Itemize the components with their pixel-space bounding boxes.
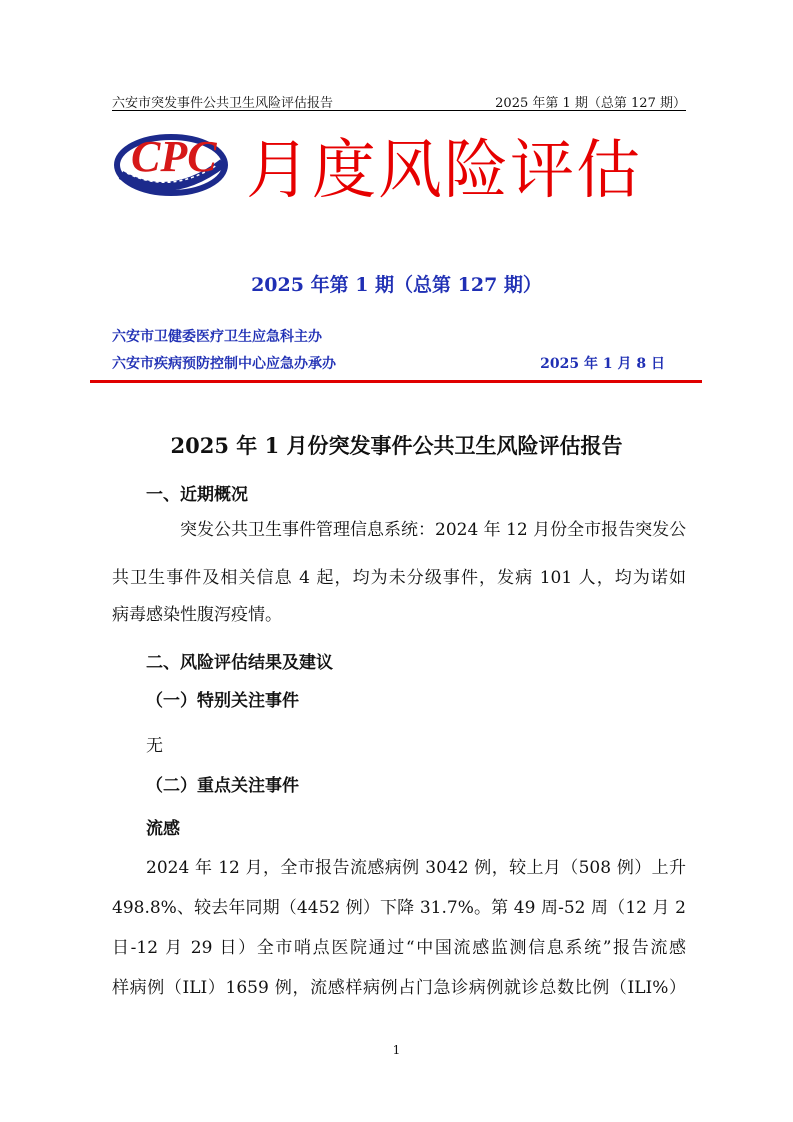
overview-line: 突发公共卫生事件管理信息系统：2024 年 12 月份全市报告突发公 [180,520,687,540]
overview-line: 共卫生事件及相关信息 4 起，均为未分级事件，发病 101 人，均为诺如 [112,568,686,588]
flu-line: 498.8%、较去年同期（4452 例）下降 31.7%。第 49 周-52 周（12 月 2 [112,898,686,918]
running-header-title: 六安市突发事件公共卫生风险评估报告 [112,96,334,111]
organizer: 六安市卫健委医疗卫生应急科主办 [112,329,322,345]
issue-number: 2025 年第 1 期（总第 127 期） [251,274,542,296]
section-heading-assessment: 二、风险评估结果及建议 [146,653,333,673]
running-header-issue: 2025 年第 1 期（总第 127 期） [495,96,686,111]
red-divider [90,380,702,383]
publication-date: 2025 年 1 月 8 日 [540,356,665,372]
subsection-heading-special: （一）特别关注事件 [146,691,299,711]
page-number: 1 [392,1043,401,1057]
section-heading-overview: 一、近期概况 [146,485,248,505]
co-organizer: 六安市疾病预防控制中心应急办承办 [112,356,336,372]
masthead-title: 月度风险评估 [246,134,642,208]
flu-line: 2024 年 12 月，全市报告流感病例 3042 例，较上月（508 例）上升 [146,858,686,878]
flu-heading: 流感 [146,819,180,839]
report-title: 2025 年 1 月份突发事件公共卫生风险评估报告 [170,433,623,458]
running-header [112,92,686,111]
flu-line: 样病例（ILI）1659 例，流感样病例占门急诊病例就诊总数比例（ILI%） [112,978,686,998]
special-events-text: 无 [146,736,163,756]
logo-text: CPC [131,132,217,181]
subsection-heading-key: （二）重点关注事件 [146,776,299,796]
flu-line: 日-12 月 29 日）全市哨点医院通过“中国流感监测信息系统”报告流感 [112,938,686,958]
overview-line: 病毒感染性腹泻疫情。 [112,605,282,625]
cpc-logo [113,125,231,197]
